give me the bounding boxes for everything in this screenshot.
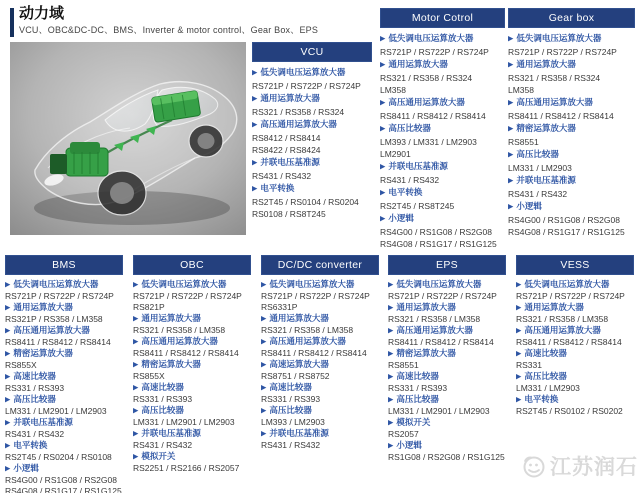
part-numbers: RS1G08 / RS2G08 / RS1G125 bbox=[388, 452, 505, 462]
section-heading: ▶ 低失调电压运算放大器 bbox=[252, 66, 372, 80]
panel-vcu bbox=[252, 42, 372, 220]
section-heading: ▶ 并联电压基准源 bbox=[380, 160, 505, 174]
panel-body bbox=[261, 275, 379, 451]
part-numbers: RS821P bbox=[133, 302, 165, 312]
part-numbers: RS721P / RS722P / RS724P bbox=[261, 291, 370, 301]
triangle-icon: ▶ bbox=[508, 35, 514, 43]
triangle-icon: ▶ bbox=[5, 419, 11, 427]
section-heading: ▶ 高速比较器 bbox=[133, 382, 184, 392]
triangle-icon: ▶ bbox=[516, 281, 522, 289]
part-numbers: RS8411 / RS8412 / RS8414 bbox=[388, 337, 494, 347]
panel-body bbox=[5, 275, 123, 493]
part-numbers: RS721P / RS722P / RS724P bbox=[516, 291, 625, 301]
triangle-icon: ▶ bbox=[261, 281, 267, 289]
part-numbers: RS4G00 / RS1G08 / RS2G08 bbox=[380, 227, 492, 237]
part-numbers: RS331 / RS393 bbox=[261, 394, 321, 404]
part-numbers: LM331 / LM2903 bbox=[516, 383, 580, 393]
triangle-icon: ▶ bbox=[261, 407, 267, 415]
page-subtitle: VCU、OBC&DC-DC、BMS、Inverter & motor control、Gear Box、EPS bbox=[19, 25, 319, 35]
section-heading: ▶ 低失调电压运算放大器 bbox=[133, 279, 227, 289]
part-numbers: RS8751 / RS8752 bbox=[261, 371, 330, 381]
part-numbers: RS8411 / RS8412 / RS8414 bbox=[508, 111, 614, 121]
section-heading: ▶ 小逻辑 bbox=[388, 440, 422, 450]
triangle-icon: ▶ bbox=[380, 125, 386, 133]
triangle-icon: ▶ bbox=[133, 315, 139, 323]
section-heading: ▶ 小逻辑 bbox=[508, 200, 635, 214]
section-heading: ▶ 并联电压基准源 bbox=[261, 428, 329, 438]
panel-header-vess: VESS bbox=[516, 255, 634, 275]
triangle-icon: ▶ bbox=[508, 99, 514, 107]
section-heading: ▶ 电平转换 bbox=[380, 186, 505, 200]
panel-header-vcu: VCU bbox=[252, 42, 372, 62]
part-numbers: RS8411 / RS8412 / RS8414 bbox=[380, 111, 486, 121]
triangle-icon: ▶ bbox=[261, 315, 267, 323]
part-numbers: RS8551 bbox=[508, 137, 539, 147]
panel-motor-control bbox=[380, 8, 505, 250]
section-heading: ▶ 模拟开关 bbox=[388, 417, 431, 427]
part-numbers: RS8411 / RS8412 / RS8414 bbox=[5, 337, 111, 347]
part-numbers: RS4G08 / RS1G17 / RS1G125 bbox=[508, 227, 625, 237]
part-numbers: RS431 / RS432 bbox=[5, 429, 65, 439]
triangle-icon: ▶ bbox=[508, 125, 514, 133]
triangle-icon: ▶ bbox=[261, 430, 267, 438]
triangle-icon: ▶ bbox=[5, 350, 11, 358]
panel-header-eps: EPS bbox=[388, 255, 506, 275]
section-heading: ▶ 高压通用运算放大器 bbox=[261, 336, 346, 346]
part-numbers: RS2T45 / RS0102 / RS0202 bbox=[516, 406, 623, 416]
panel-gear-box bbox=[508, 8, 635, 238]
part-numbers: RS2057 bbox=[388, 429, 419, 439]
panel-header-dcdc: DC/DC converter bbox=[261, 255, 379, 275]
triangle-icon: ▶ bbox=[380, 99, 386, 107]
part-numbers: LM393 / LM331 / LM2903 bbox=[380, 137, 477, 147]
section-heading: ▶ 精密运算放大器 bbox=[388, 348, 456, 358]
part-numbers: RS431 / RS432 bbox=[508, 189, 568, 199]
triangle-icon: ▶ bbox=[5, 396, 11, 404]
part-numbers: RS4G08 / RS1G17 / RS1G125 bbox=[380, 239, 497, 249]
part-numbers: RS2T45 / RS0204 / RS0108 bbox=[5, 452, 112, 462]
page-title: 动力域 bbox=[19, 5, 65, 22]
section-heading: ▶ 低失调电压运算放大器 bbox=[508, 32, 635, 46]
section-heading: ▶ 电平转换 bbox=[252, 182, 372, 196]
panel-eps bbox=[388, 255, 506, 463]
panel-header-bms: BMS bbox=[5, 255, 123, 275]
triangle-icon: ▶ bbox=[388, 304, 394, 312]
part-numbers: RS321 / RS358 / LM358 bbox=[133, 325, 226, 335]
triangle-icon: ▶ bbox=[508, 151, 514, 159]
title-block bbox=[10, 5, 318, 36]
triangle-icon: ▶ bbox=[261, 384, 267, 392]
part-numbers: RS721P / RS722P / RS724P bbox=[252, 81, 361, 91]
section-heading: ▶ 高压比较器 bbox=[5, 394, 56, 404]
section-heading: ▶ 高压比较器 bbox=[133, 405, 184, 415]
car-xray-image bbox=[10, 42, 246, 235]
section-heading: ▶ 电平转换 bbox=[516, 394, 559, 404]
section-heading: ▶ 高速比较器 bbox=[261, 382, 312, 392]
triangle-icon: ▶ bbox=[261, 338, 267, 346]
panel-dcdc-converter bbox=[261, 255, 379, 451]
panel-header-obc: OBC bbox=[133, 255, 251, 275]
triangle-icon: ▶ bbox=[5, 304, 11, 312]
triangle-icon: ▶ bbox=[516, 396, 522, 404]
part-numbers: RS431 / RS432 bbox=[261, 440, 321, 450]
section-heading: ▶ 通用运算放大器 bbox=[508, 58, 635, 72]
section-heading: ▶ 精密运算放大器 bbox=[508, 122, 635, 136]
title-accent-bar bbox=[10, 8, 14, 37]
triangle-icon: ▶ bbox=[508, 203, 514, 211]
section-heading: ▶ 并联电压基准源 bbox=[508, 174, 635, 188]
part-numbers: RS4G00 / RS1G08 / RS2G08 bbox=[508, 215, 620, 225]
part-numbers: LM358 bbox=[508, 85, 534, 95]
triangle-icon: ▶ bbox=[388, 373, 394, 381]
panel-body bbox=[508, 28, 635, 238]
section-heading: ▶ 电平转换 bbox=[5, 440, 48, 450]
section-heading: ▶ 低失调电压运算放大器 bbox=[5, 279, 99, 289]
part-numbers: LM393 / LM2903 bbox=[261, 417, 325, 427]
section-heading: ▶ 小逻辑 bbox=[380, 212, 505, 226]
section-heading: ▶ 精密运算放大器 bbox=[133, 359, 201, 369]
triangle-icon: ▶ bbox=[133, 281, 139, 289]
car-illustration bbox=[10, 42, 246, 235]
part-numbers: LM2901 bbox=[380, 149, 411, 159]
section-heading: ▶ 高压比较器 bbox=[380, 122, 505, 136]
section-heading: ▶ 精密运算放大器 bbox=[5, 348, 73, 358]
triangle-icon: ▶ bbox=[380, 215, 386, 223]
section-heading: ▶ 通用运算放大器 bbox=[388, 302, 456, 312]
section-heading: ▶ 并联电压基准源 bbox=[133, 428, 201, 438]
section-heading: ▶ 高速比较器 bbox=[516, 348, 567, 358]
triangle-icon: ▶ bbox=[5, 465, 11, 473]
triangle-icon: ▶ bbox=[133, 338, 139, 346]
triangle-icon: ▶ bbox=[5, 373, 11, 381]
triangle-icon: ▶ bbox=[5, 281, 11, 289]
triangle-icon: ▶ bbox=[388, 419, 394, 427]
part-numbers: RS331 / RS393 bbox=[5, 383, 65, 393]
triangle-icon: ▶ bbox=[380, 163, 386, 171]
panel-body bbox=[388, 275, 506, 463]
part-numbers: RS321 / RS358 / RS324 bbox=[252, 107, 345, 117]
part-numbers: RS8422 / RS8424 bbox=[252, 145, 321, 155]
part-numbers: RS8411 / RS8412 / RS8414 bbox=[516, 337, 622, 347]
part-numbers: RS855X bbox=[5, 360, 37, 370]
section-heading: ▶ 高压通用运算放大器 bbox=[388, 325, 473, 335]
part-numbers: RS721P / RS722P / RS724P bbox=[508, 47, 617, 57]
section-heading: ▶ 模拟开关 bbox=[133, 451, 176, 461]
section-heading: ▶ 高压通用运算放大器 bbox=[516, 325, 601, 335]
triangle-icon: ▶ bbox=[516, 350, 522, 358]
triangle-icon: ▶ bbox=[252, 159, 258, 167]
part-numbers: RS721P / RS722P / RS724P bbox=[388, 291, 497, 301]
section-heading: ▶ 高压比较器 bbox=[261, 405, 312, 415]
section-heading: ▶ 高速比较器 bbox=[388, 371, 439, 381]
triangle-icon: ▶ bbox=[388, 327, 394, 335]
panel-body bbox=[133, 275, 251, 474]
triangle-icon: ▶ bbox=[261, 361, 267, 369]
section-heading: ▶ 通用运算放大器 bbox=[133, 313, 201, 323]
part-numbers: RS321 / RS358 / LM358 bbox=[516, 314, 609, 324]
part-numbers: RS331 / RS393 bbox=[388, 383, 448, 393]
panel-header-motor_control: Motor Cotrol bbox=[380, 8, 505, 28]
part-numbers: RS431 / RS432 bbox=[252, 171, 312, 181]
part-numbers: RS321 / RS358 / LM358 bbox=[261, 325, 354, 335]
triangle-icon: ▶ bbox=[5, 327, 11, 335]
section-heading: ▶ 高压通用运算放大器 bbox=[508, 96, 635, 110]
section-heading: ▶ 通用运算放大器 bbox=[516, 302, 584, 312]
triangle-icon: ▶ bbox=[252, 121, 258, 129]
section-heading: ▶ 并联电压基准源 bbox=[5, 417, 73, 427]
part-numbers: LM331 / LM2901 / LM2903 bbox=[133, 417, 235, 427]
triangle-icon: ▶ bbox=[388, 442, 394, 450]
panel-vess bbox=[516, 255, 634, 417]
part-numbers: RS8411 / RS8412 / RS8414 bbox=[133, 348, 239, 358]
section-heading: ▶ 高压通用运算放大器 bbox=[5, 325, 90, 335]
triangle-icon: ▶ bbox=[388, 396, 394, 404]
section-heading: ▶ 通用运算放大器 bbox=[5, 302, 73, 312]
triangle-icon: ▶ bbox=[380, 189, 386, 197]
triangle-icon: ▶ bbox=[380, 35, 386, 43]
part-numbers: RS721P / RS722P / RS724P bbox=[5, 291, 114, 301]
part-numbers: RS431 / RS432 bbox=[380, 175, 440, 185]
triangle-icon: ▶ bbox=[252, 69, 258, 77]
triangle-icon: ▶ bbox=[133, 361, 139, 369]
part-numbers: LM331 / LM2903 bbox=[508, 163, 572, 173]
watermark bbox=[521, 451, 638, 481]
triangle-icon: ▶ bbox=[516, 373, 522, 381]
section-heading: ▶ 通用运算放大器 bbox=[252, 92, 372, 106]
section-heading: ▶ 高压比较器 bbox=[516, 371, 567, 381]
part-numbers: RS321P / RS358 / LM358 bbox=[5, 314, 103, 324]
section-heading: ▶ 高压通用运算放大器 bbox=[252, 118, 372, 132]
panel-body bbox=[252, 62, 372, 220]
triangle-icon: ▶ bbox=[252, 185, 258, 193]
section-heading: ▶ 高压通用运算放大器 bbox=[133, 336, 218, 346]
section-heading: ▶ 小逻辑 bbox=[5, 463, 39, 473]
triangle-icon: ▶ bbox=[380, 61, 386, 69]
part-numbers: LM331 / LM2901 / LM2903 bbox=[5, 406, 107, 416]
section-heading: ▶ 高压比较器 bbox=[388, 394, 439, 404]
part-numbers: RS855X bbox=[133, 371, 165, 381]
section-heading: ▶ 高速运算放大器 bbox=[261, 359, 329, 369]
section-heading: ▶ 通用运算放大器 bbox=[261, 313, 329, 323]
part-numbers: RS331 bbox=[516, 360, 542, 370]
triangle-icon: ▶ bbox=[133, 384, 139, 392]
section-heading: ▶ 高压通用运算放大器 bbox=[380, 96, 505, 110]
part-numbers: RS4G00 / RS1G08 / RS2G08 bbox=[5, 475, 117, 485]
triangle-icon: ▶ bbox=[133, 453, 139, 461]
panel-header-gear_box: Gear box bbox=[508, 8, 635, 28]
part-numbers: RS321 / RS358 / LM358 bbox=[388, 314, 481, 324]
triangle-icon: ▶ bbox=[388, 281, 394, 289]
part-numbers: RS0108 / RS8T245 bbox=[252, 209, 326, 219]
panel-obc bbox=[133, 255, 251, 474]
panel-body bbox=[380, 28, 505, 250]
section-heading: ▶ 高速比较器 bbox=[5, 371, 56, 381]
part-numbers: RS321 / RS358 / RS324 bbox=[508, 73, 601, 83]
triangle-icon: ▶ bbox=[133, 430, 139, 438]
part-numbers: RS331 / RS393 bbox=[133, 394, 193, 404]
section-heading: ▶ 并联电压基准源 bbox=[252, 156, 372, 170]
part-numbers: LM331 / LM2901 / LM2903 bbox=[388, 406, 490, 416]
part-numbers: RS8412 / RS8414 bbox=[252, 133, 321, 143]
section-heading: ▶ 低失调电压运算放大器 bbox=[261, 279, 355, 289]
triangle-icon: ▶ bbox=[5, 442, 11, 450]
part-numbers: RS2T45 / RS0104 / RS0204 bbox=[252, 197, 359, 207]
part-numbers: RS721P / RS722P / RS724P bbox=[380, 47, 489, 57]
triangle-icon: ▶ bbox=[516, 304, 522, 312]
section-heading: ▶ 通用运算放大器 bbox=[380, 58, 505, 72]
triangle-icon: ▶ bbox=[388, 350, 394, 358]
section-heading: ▶ 高压比较器 bbox=[508, 148, 635, 162]
part-numbers: RS8551 bbox=[388, 360, 419, 370]
part-numbers: RS2T45 / RS8T245 bbox=[380, 201, 455, 211]
part-numbers: RS2251 / RS2166 / RS2057 bbox=[133, 463, 240, 473]
section-heading: ▶ 低失调电压运算放大器 bbox=[516, 279, 610, 289]
part-numbers: RS721P / RS722P / RS724P bbox=[133, 291, 242, 301]
triangle-icon: ▶ bbox=[516, 327, 522, 335]
part-numbers: RS6331P bbox=[261, 302, 298, 312]
part-numbers: RS4G08 / RS1G17 / RS1G125 bbox=[5, 486, 122, 493]
panel-body bbox=[516, 275, 634, 417]
part-numbers: RS321 / RS358 / RS324 bbox=[380, 73, 473, 83]
triangle-icon: ▶ bbox=[508, 177, 514, 185]
section-heading: ▶ 低失调电压运算放大器 bbox=[388, 279, 482, 289]
section-heading: ▶ 低失调电压运算放大器 bbox=[380, 32, 505, 46]
triangle-icon: ▶ bbox=[133, 407, 139, 415]
triangle-icon: ▶ bbox=[508, 61, 514, 69]
part-numbers: RS8411 / RS8412 / RS8414 bbox=[261, 348, 367, 358]
part-numbers: RS431 / RS432 bbox=[133, 440, 193, 450]
panel-bms bbox=[5, 255, 123, 493]
part-numbers: LM358 bbox=[380, 85, 406, 95]
wechat-smiley-icon bbox=[521, 453, 547, 479]
watermark-text: 江苏润石 bbox=[550, 456, 638, 479]
triangle-icon: ▶ bbox=[252, 95, 258, 103]
